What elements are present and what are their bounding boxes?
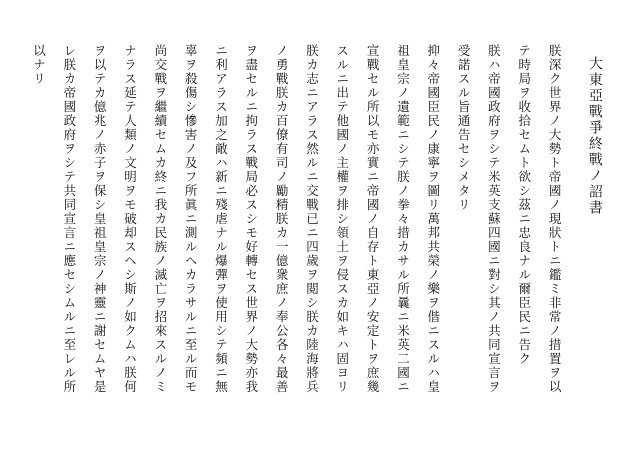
text-line-2: テ時局ヲ收拾セムト欲シ茲ニ忠良ナル爾臣民ニ告ク: [516, 44, 532, 366]
imperial-rescript-text: [32, 44, 602, 404]
text-line-13: 辜ヲ殺傷シ慘害ノ及フ所眞ニ測ルヘカラサルニ至ル而モ: [183, 44, 199, 394]
document-title: 大東亞戰爭終戰ノ詔書: [586, 56, 603, 216]
text-line-8: スルニ出テ他國ノ主權ヲ排シ領土ヲ侵スカ如キハ固ヨリ: [334, 44, 350, 394]
text-line-4: 受諾スル旨通告セシメタリ: [456, 44, 472, 212]
text-line-5: 抑々帝國臣民ノ康寧ヲ圖リ萬邦共榮ノ樂ヲ偕ニスルハ皇: [425, 44, 441, 394]
text-line-1: 朕深ク世界ノ大勢ト帝國ノ現狀トニ鑑ミ非常ノ措置ヲ以: [547, 44, 563, 394]
text-line-3: 朕ハ帝國政府ヲシテ米英支蘇四國ニ對シ其ノ共同宣言ヲ: [486, 44, 502, 394]
text-line-12: ニ利アラス加之敵ハ新ニ殘虐ナル爆彈ヲ使用シテ頻ニ無: [213, 44, 229, 394]
text-line-15: ナラス延テ人類ノ文明ヲモ破却スヘシ斯ノ如クムハ朕何: [122, 44, 138, 394]
text-line-11: ヲ盡セルニ拘ラス戰局必スシモ好轉セス世界ノ大勢亦我: [243, 44, 259, 394]
text-line-9: 朕カ志ニアラス然ルニ交戰已ニ四歲ヲ閲シ朕カ陸海將兵: [304, 44, 320, 394]
text-line-14: 尚交戰ヲ繼續セムカ終ニ我カ民族ノ滅亡ヲ招來スルノミ: [152, 44, 168, 394]
text-line-18: 以ナリ: [31, 44, 47, 86]
text-line-10: ノ勇戰朕カ百僚有司ノ勵精朕カ一億衆庶ノ奉公各々最善: [274, 44, 290, 394]
text-line-6: 祖皇宗ノ遺範ニシテ朕ノ拳々措カサル所曩ニ米英二國ニ: [395, 44, 411, 394]
text-line-17: レ朕カ帝國政府ヲシテ共同宣言ニ應セシムルニ至レル所: [61, 44, 77, 394]
text-line-7: 宣戰セル所以モ亦實ニ帝國ノ自存ト東亞ノ安定トヲ庶幾: [365, 44, 381, 394]
text-line-16: ヲ以テカ億兆ノ赤子ヲ保シ皇祖皇宗ノ神靈ニ謝セムヤ是: [92, 44, 108, 394]
